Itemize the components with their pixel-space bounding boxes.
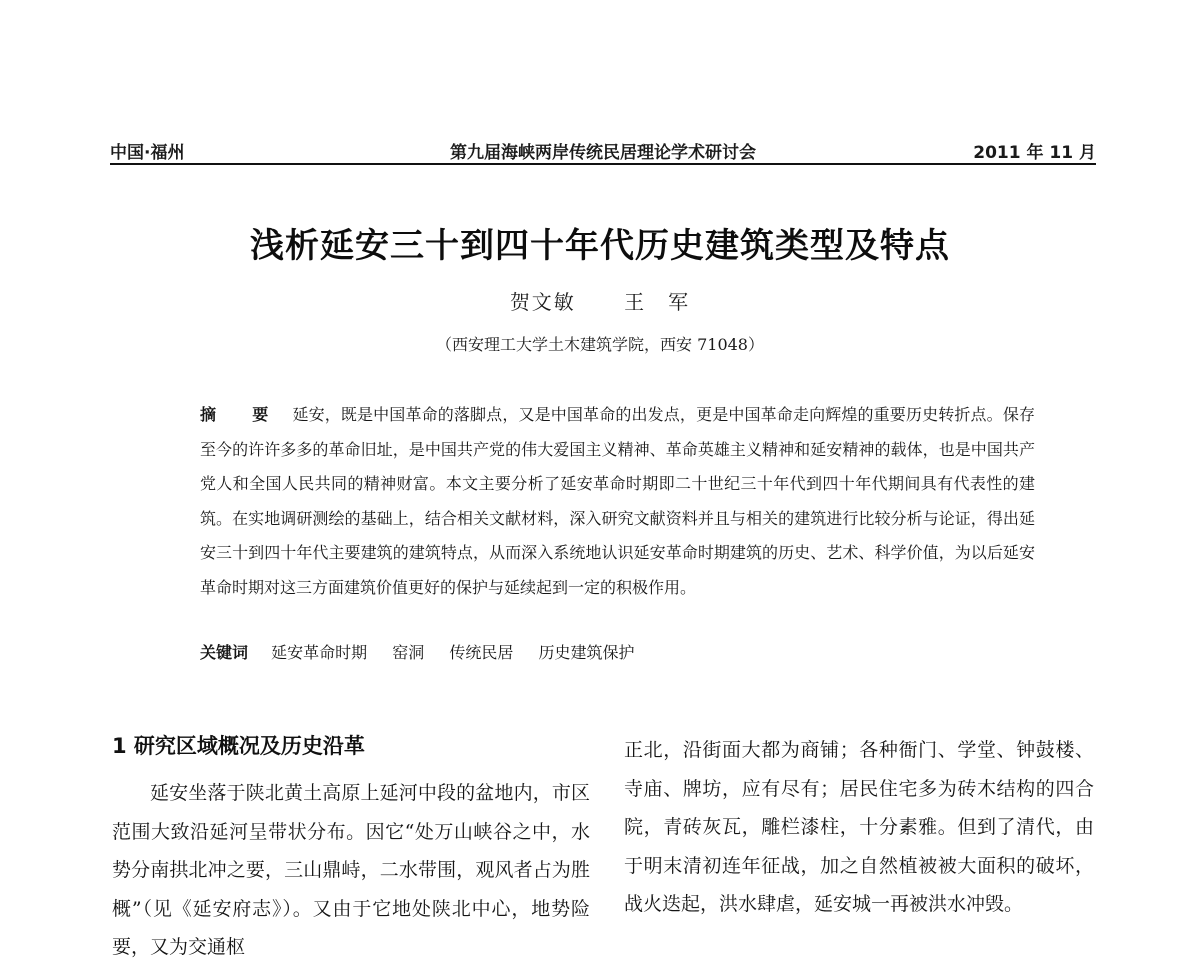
author-name: 贺文敏 [509,290,576,314]
keyword: 窑洞 [392,643,425,662]
running-header [110,136,1096,166]
keywords-label: 关键词 [200,643,249,662]
header-conference: 第九届海峡两岸传统民居理论学术研讨会 [450,143,756,163]
author-list [0,286,1200,315]
header-location: 中国·福州 [110,143,185,163]
paper-title: 浅析延安三十到四十年代历史建筑类型及特点 [250,226,950,266]
section-paragraph: 延安坐落于陕北黄土高原上延河中段的盆地内，市区范围大致沿延河呈带状分布。因它“处万山峡谷之中，水势分南拱北冲之要，三山鼎峙，二水带围，观风者占为胜概”（见《延安府志》）。又由于它地处陕北中心，地势险要，又为交通枢 [112,782,590,958]
keyword: 传统民居 [449,643,514,662]
header-rule [110,163,1096,165]
keywords [200,640,1035,663]
author-name: 王 军 [624,290,691,314]
abstract-label: 摘 要 [200,405,279,424]
section-paragraph-continued: 正北，沿街面大都为商铺；各种衙门、学堂、钟鼓楼、寺庙、牌坊，应有尽有；居民住宅多为砖木结构的四合院，青砖灰瓦，雕栏漆柱，十分素雅。但到了清代，由于明末清初连年征战，加之自然植被被大面积的破坏，战火迭起，洪水肆虐，延安城一再被洪水冲毁。 [624,739,1094,915]
right-column [624,731,1094,924]
abstract-text: 延安，既是中国革命的落脚点，又是中国革命的出发点，更是中国革命走向辉煌的重要历史转折点。保存至今的许许多多的革命旧址，是中国共产党的伟大爱国主义精神、革命英雄主义精神和延安精神的载体，也是中国共产党人和全国人民共同的精神财富。本文主要分析了延安革命时期即二十世纪三十年代到四十年代期间具有代表性的建筑。在实地调研测绘的基础上，结合相关文献材料，深入研究文献资料并且与相关的建筑进行比较分析与论证，得出延安三十到四十年代主要建筑的建筑特点，从而深入系统地认识延安革命时期建筑的历史、艺术、科学价值，为以后延安革命时期对这三方面建筑价值更好的保护与延续起到一定的积极作用。 [200,405,1035,597]
affiliation: （西安理工大学土木建筑学院，西安 71048） [436,335,764,354]
abstract [200,398,1035,605]
section-heading: 1 研究区域概况及历史沿革 [112,734,365,758]
keyword: 延安革命时期 [271,643,368,662]
left-column [112,730,590,967]
header-date: 2011 年 11 月 [973,143,1096,163]
keyword: 历史建筑保护 [538,643,635,662]
